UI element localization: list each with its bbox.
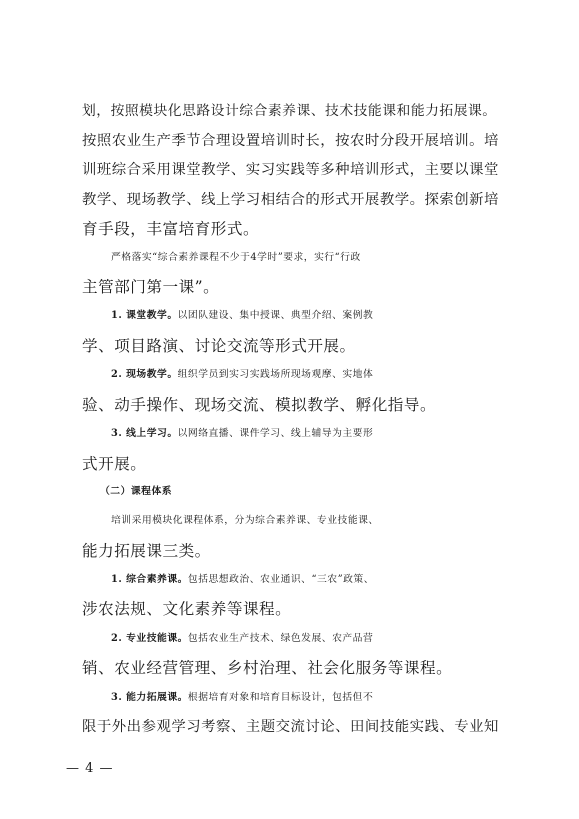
- list-item-lead: 3. 线上学习。: [111, 428, 178, 439]
- list-item-continuation: 学、项目路演、讨论交流等形式开展。: [82, 337, 356, 355]
- paragraph-line: 能力拓展课三类。: [82, 542, 211, 560]
- paragraph-line: 教学、现场教学、线上学习相结合的形式开展教学。探索创新培: [82, 192, 499, 208]
- paragraph-line: 划，按照模块化思路设计综合素养课、技术技能课和能力拓展课。: [82, 103, 497, 119]
- paragraph-line: 主管部门第一课”。: [82, 278, 220, 296]
- list-item-lead: 1. 课堂教学。: [111, 310, 178, 321]
- list-item-text: 以团队建设、集中授课、典型介绍、案例教: [177, 310, 374, 321]
- list-item-lead: 3. 能力拓展课。: [111, 692, 188, 703]
- paragraph-line: 育手段，丰富培育形式。: [82, 220, 260, 238]
- list-item-continuation: 验、动手操作、现场交流、模拟教学、孵化指导。: [82, 396, 437, 414]
- list-item-lead: 2. 现场教学。: [111, 369, 178, 380]
- list-item: [111, 306, 531, 326]
- list-item-text: 组织学员到实习实践场所现场观摩、实地体: [177, 369, 374, 380]
- paragraph-line: 训班综合采用课堂教学、实习实践等多种培训形式，主要以课堂: [82, 162, 499, 178]
- paragraph-line: 按照农业生产季节合理设置培训时长，按农时分段开展培训。培: [82, 133, 499, 149]
- list-item-text: 根据培育对象和培育目标设计，包括但不: [187, 692, 374, 703]
- list-item: [111, 365, 531, 385]
- list-item: [111, 424, 531, 444]
- list-item-continuation: 式开展。: [82, 455, 147, 473]
- list-item-continuation: 销、农业经营管理、乡村治理、社会化服务等课程。: [82, 659, 453, 677]
- list-item-text: 包括农业生产技术、绿色发展、农产品营: [187, 633, 374, 644]
- list-item-text: 以网络直播、课件学习、线上辅导为主要形: [177, 428, 374, 439]
- list-item: [111, 688, 531, 708]
- list-item-continuation: 涉农法规、文化素养等课程。: [82, 600, 292, 618]
- paragraph-line: 培训采用模块化课程体系，分为综合素养课、专业技能课、: [111, 515, 379, 526]
- section-heading: （二）课程体系: [100, 486, 173, 497]
- list-item-lead: 2. 专业技能课。: [111, 633, 188, 644]
- paragraph-line: 严格落实“综合素养课程不少于4学时”要求，实行“行政: [111, 252, 361, 263]
- list-item-continuation: 限于外出参观学习考察、主题交流讨论、田间技能实践、专业知: [82, 719, 499, 735]
- list-item: [111, 570, 531, 590]
- list-item: [111, 629, 531, 649]
- list-item-text: 包括思想政治、农业通识、“三农”政策、: [187, 574, 374, 585]
- list-item-lead: 1. 综合素养课。: [111, 574, 188, 585]
- page-number: — 4 —: [66, 761, 114, 776]
